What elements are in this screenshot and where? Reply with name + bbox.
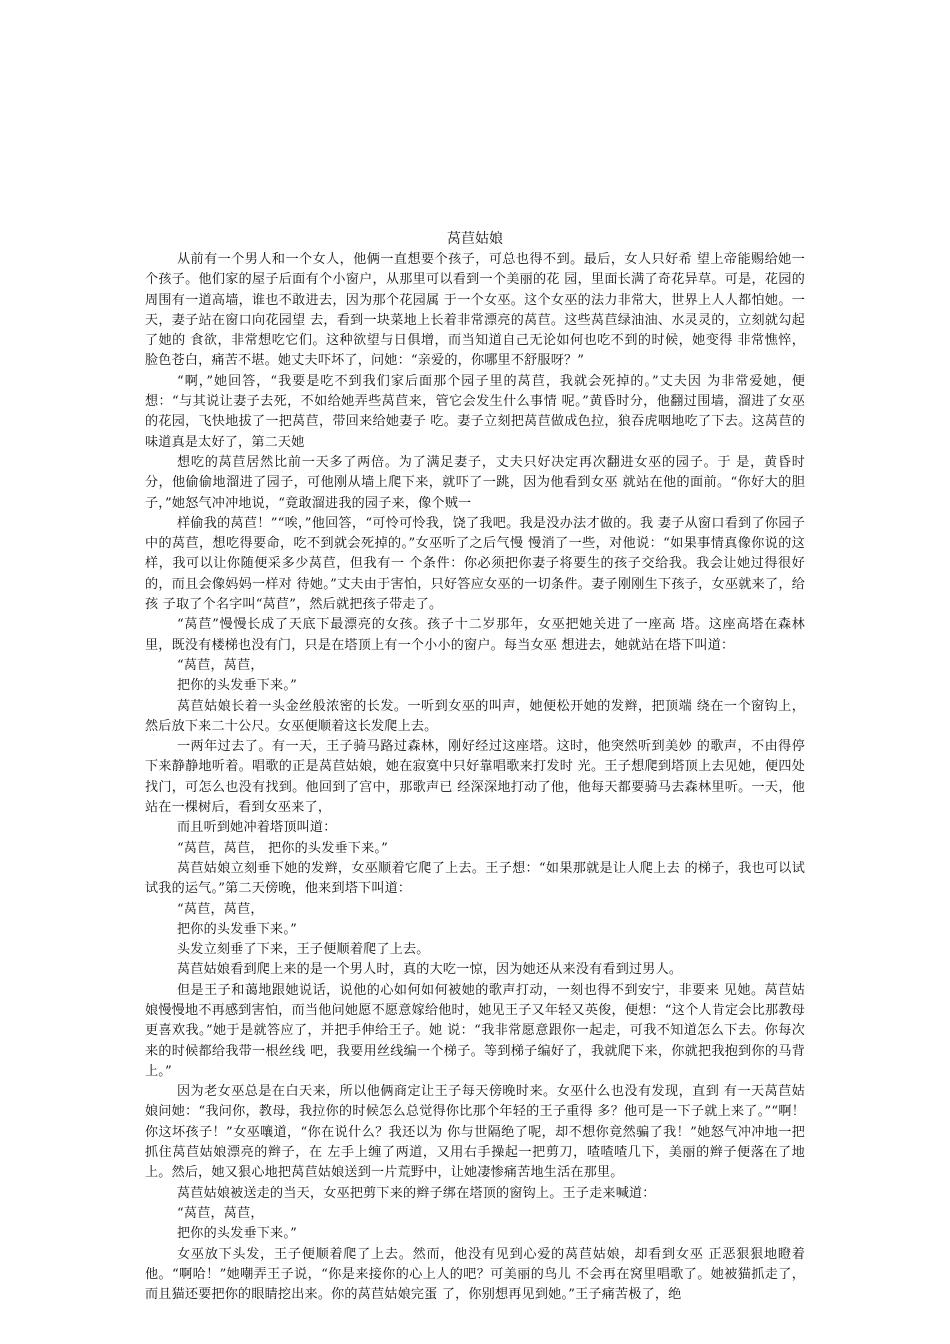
- paragraph-5: “莴苣”慢慢长成了天底下最漂亮的女孩。孩子十二岁那年，女巫把她关进了一座高 塔。这座高塔在森林里，既没有楼梯也没有门，只是在塔顶上有一个小小的窗户。每当女巫 想进去，她就站在塔下叫道：: [145, 617, 805, 653]
- paragraph-4: 样偷我的莴苣！”“唉，”他回答，“可怜可怜我，饶了我吧。我是没办法才做的。我 妻子从窗口看到了你园子中的莴苣，想吃得要命，吃不到就会死掉的。”女巫听了之后气慢 慢消了一些，对他说：“如果事情真像你说的这样，我可以让你随便采多少莴苣，但我有一 个条件：你必须把你妻子将要生的孩子交给我。我会让她过得很好的，而且会像妈妈一样对 待她。”丈夫由于害怕，只好答应女巫的一切条件。妻子刚刚生下孩子，女巫就来了，给孩 子取了个名字叫“莴苣”，然后就把孩子带走了。: [145, 515, 805, 613]
- verse-line-2: 把你的头发垂下来。”: [177, 678, 297, 694]
- paragraph-11: 莴苣姑娘看到爬上来的是一个男人时，真的大吃一惊，因为她还从来没有看到过男人。: [177, 962, 683, 978]
- paragraph-6: 莴苣姑娘长着一头金丝般浓密的长发。一听到女巫的叫声，她便松开她的发辫，把顶端 绕在一个窗钩上，然后放下来二十公尺。女巫便顺着这长发爬上去。: [145, 698, 805, 734]
- paragraph-15: 女巫放下头发，王子便顺着爬了上去。然而，他没有见到心爱的莴苣姑娘，却看到女巫 正恶狠狠地瞪着他。“啊哈！”她嘲弄王子说，“你是来接你的心上人的吧？可美丽的鸟儿 不会再在窝里唱歌了。她被猫抓走了，而且猫还要把你的眼睛挖出来。你的莴苣姑娘完蛋 了，你别想再见到她。”王子痛苦极了，绝: [145, 1246, 805, 1303]
- document-page: [145, 229, 805, 1305]
- document-title: 莴苣姑娘: [447, 231, 503, 247]
- paragraph-1: 从前有一个男人和一个女人，他俩一直想要个孩子，可总也得不到。最后，女人只好希 望上帝能赐给她一个孩子。他们家的屋子后面有个小窗户，从那里可以看到一个美丽的花 园，里面长满了奇花异草。可是，花园的周围有一道高墙，谁也不敢进去，因为那个花园属 于一个女巫。这个女巫的法力非常大，世界上人人都怕她。一天，妻子站在窗口向花园望 去，看到一块菜地上长着非常漂亮的莴苣。这些莴苣绿油油、水灵灵的，立刻就勾起了她的 食欲，非常想吃它们。这种欲望与日俱增，而当知道自己无论如何也吃不到的时候，她变得 非常憔悴，脸色苍白，痛苦不堪。她丈夫吓坏了，问她：“亲爱的，你哪里不舒服呀？”: [145, 252, 805, 369]
- paragraph-10: 头发立刻垂了下来，王子便顺着爬了上去。: [177, 942, 430, 958]
- verse-line-6: “莴苣，莴苣，: [177, 1205, 264, 1221]
- paragraph-12: 但是王子和蔼地跟她说话，说他的心如何如何被她的歌声打动，一刻也得不到安宁，非要来 见她。莴苣姑娘慢慢地不再感到害怕，而当他问她愿不愿意嫁给他时，她见王子又年轻又英俊，便想：“这个人肯定会比那教母更喜欢我。”她于是就答应了，并把手伸给王子。她 说：“我非常愿意跟你一起走，可我不知道怎么下去。你每次来的时候都给我带一根丝线 吧，我要用丝线编一个梯子。等到梯子编好了，我就爬下来，你就把我抱到你的马背上。”: [145, 982, 805, 1079]
- paragraph-2: “啊，”她回答，“我要是吃不到我们家后面那个园子里的莴苣，我就会死掉的。”丈夫因 为非常爱她，便想：“与其说让妻子去死，不如给她弄些莴苣来，管它会发生什么事情 呢。”黄昏时分，他翻过围墙，溜进了女巫的花园，飞快地拔了一把莴苣，带回来给她妻子 吃。妻子立刻把莴苣做成色拉，狼吞虎咽地吃了下去。这莴苣的味道真是太好了，第二天她: [145, 373, 805, 450]
- paragraph-3: 想吃的莴苣居然比前一天多了两倍。为了满足妻子，丈夫只好决定再次翻进女巫的园子。于 是，黄昏时分，他偷偷地溜进了园子，可他刚从墙上爬下来，就吓了一跳，因为他看到女巫 就站在他的面前。“你好大的胆子，”她怒气冲冲地说，“竟敢溜进我的园子来，像个贼一: [145, 454, 805, 511]
- paragraph-8: 而且听到她冲着塔顶叫道：: [177, 820, 337, 836]
- paragraph-7: 一两年过去了。有一天，王子骑马路过森林，刚好经过这座塔。这时，他突然听到美妙 的歌声，不由得停下来静静地听着。唱歌的正是莴苣姑娘，她在寂寞中只好靠唱歌来打发时 光。王子想爬到塔顶上去见她，便四处找门，可怎么也没有找到。他回到了宫中，那歌声已 经深深地打动了他，他每天都要骑马去森林里听。一天，他站在一棵树后，看到女巫来了，: [145, 739, 805, 816]
- verse-line-7: 把你的头发垂下来。”: [177, 1226, 297, 1242]
- paragraph-9: 莴苣姑娘立刻垂下她的发辫，女巫顺着它爬了上去。王子想：“如果那就是让人爬上去 的梯子，我也可以试试我的运气。”第二天傍晚，他来到塔下叫道：: [145, 860, 805, 897]
- paragraph-14: 莴苣姑娘被送走的当天，女巫把剪下来的辫子绑在塔顶的窗钩上。王子走来喊道：: [177, 1185, 656, 1201]
- paragraph-13: 因为老女巫总是在白天来，所以他俩商定让王子每天傍晚时来。女巫什么也没有发现，直到 有一天莴苣姑娘问她：“我问你，教母，我拉你的时候怎么总觉得你比那个年轻的王子重得 多？他可是一下子就上来了。”“啊！你这坏孩子！”女巫嚷道，“你在说什么？我还以为 你与世隔绝了呢，却不想你竟然骗了我！”她怒气冲冲地一把抓住莴苣姑娘漂亮的辫子，在 左手上缠了两道，又用右手操起一把剪刀，喳喳喳几下，美丽的辫子便落在了地上。然后，她又狠心地把莴苣姑娘送到一片荒野中，让她凄惨痛苦地生活在那里。: [145, 1084, 805, 1181]
- verse-line-1: “莴苣，莴苣，: [177, 657, 264, 673]
- verse-line-4: “莴苣，莴苣，: [177, 901, 264, 917]
- verse-line-3: “莴苣，莴苣， 把你的头发垂下来。”: [177, 840, 389, 856]
- verse-line-5: 把你的头发垂下来。”: [177, 921, 297, 937]
